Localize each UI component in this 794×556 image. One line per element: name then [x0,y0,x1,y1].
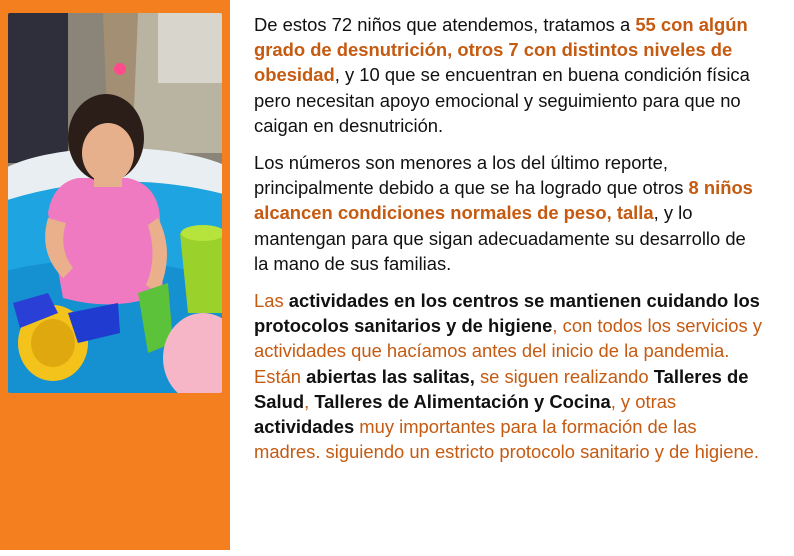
p3-bold-j: actividades [254,416,355,438]
paragraph-activities [254,288,764,464]
p3-text-g: , [304,390,315,412]
p1-text-c: , y 10 que se encuentran en buena condición física pero necesitan apoyo emocional y seguimiento para que no caigan en desnutrición. [254,64,750,136]
p3-text-k: muy importantes para la formación de las madres. siguiendo un estricto protocolo sanitario y de higiene. [254,416,760,463]
p2-highlight: 8 niños alcancen condiciones normales de peso, talla [254,177,753,224]
p3-bold-b: actividades en los centros se mantienen cuidando los protocolos sanitarios y de higiene [254,290,760,337]
child-photo [8,13,222,393]
paragraph-children-stats [254,12,764,138]
p2-text-c: , y lo mantengan para que sigan adecuadamente su desarrollo de la mano de sus familias. [254,202,746,274]
p3-bold-f: Talleres de Salud [254,365,749,412]
main-text [254,12,764,476]
photo-child-in-pool-icon [8,13,222,393]
paragraph-progress [254,150,764,276]
p1-text-a: De estos 72 niños que atendemos, tratamos a [254,14,636,35]
p1-highlight: 55 con algún grado de desnutrición, otros 7 con distintos niveles de obesidad [254,14,748,86]
p3-text-a: Las [254,290,289,312]
orange-sidebar [0,0,230,550]
p2-text-a: Los números son menores a los del último reporte, principalmente debido a que se ha logrado que otros [254,152,689,199]
p3-bold-h: Talleres de Alimentación y Cocina [314,390,611,412]
p3-text-e: se siguen realizando [474,365,654,387]
p3-text-c: , con todos los servicios y actividades que hacíamos antes del inicio de la pandemia. Están [254,315,762,387]
p3-bold-d: abiertas las salitas, [306,365,475,387]
p3-text-i: , y otras [610,390,677,412]
